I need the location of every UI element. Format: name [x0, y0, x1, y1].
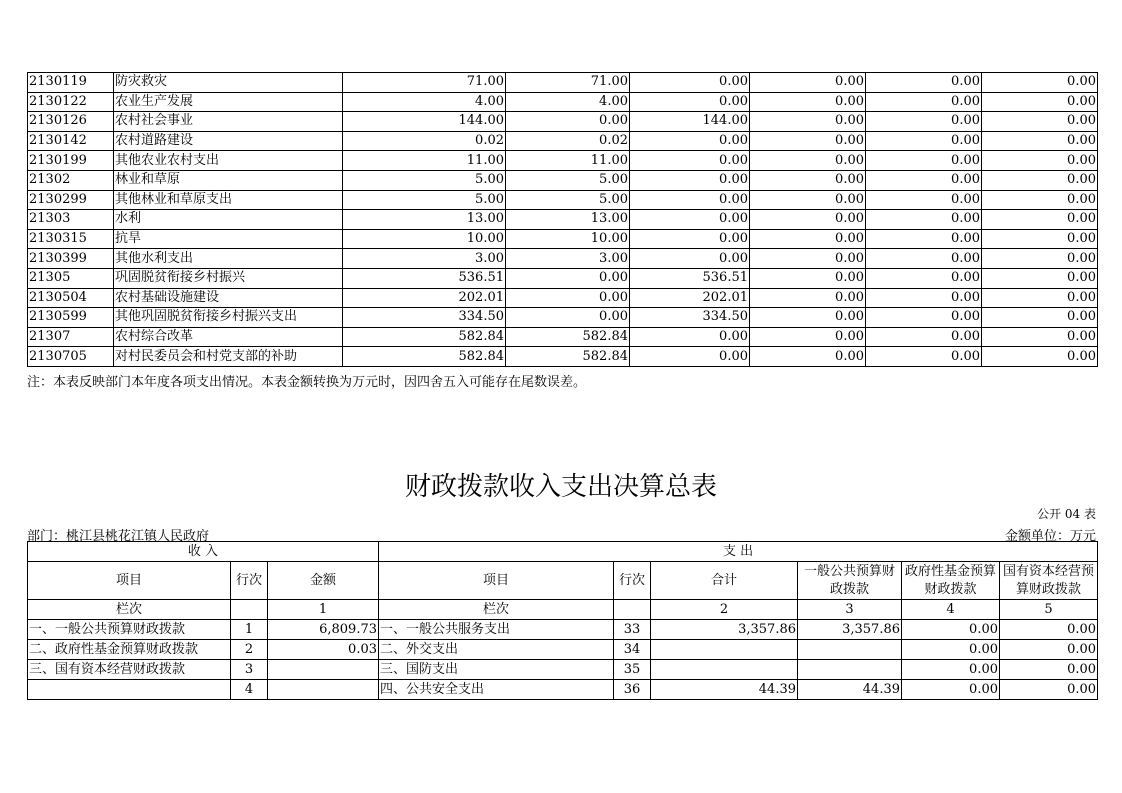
row-code: 2130504 — [28, 288, 114, 308]
row-name: 农村基础设施建设 — [114, 288, 343, 308]
income-item: 三、国有资本经营财政拨款 — [28, 660, 231, 680]
state-capital-amount: 0.00 — [1000, 640, 1098, 660]
row-total: 10.00 — [343, 229, 506, 249]
form-number: 公开 04 表 — [1037, 507, 1096, 521]
row-name: 抗旱 — [114, 229, 343, 249]
row-code: 21305 — [28, 268, 114, 288]
row-basic: 11.00 — [506, 151, 630, 171]
row-col5: 0.00 — [866, 112, 982, 132]
row-col5: 0.00 — [866, 73, 982, 93]
row-col6: 0.00 — [982, 73, 1098, 93]
row-basic: 3.00 — [506, 249, 630, 269]
row-col6: 0.00 — [982, 268, 1098, 288]
row-project: 0.00 — [630, 92, 750, 112]
row-total: 71.00 — [343, 73, 506, 93]
row-total: 4.00 — [343, 92, 506, 112]
row-project: 0.00 — [630, 327, 750, 347]
gov-fund-amount: 0.00 — [902, 680, 1000, 700]
row-code: 2130142 — [28, 131, 114, 151]
row-total: 3.00 — [343, 249, 506, 269]
row-col5: 0.00 — [866, 131, 982, 151]
row-col5: 0.00 — [866, 151, 982, 171]
row-project: 536.51 — [630, 268, 750, 288]
table-row — [28, 151, 1098, 171]
row-total: 0.02 — [343, 131, 506, 151]
row-col4: 0.00 — [750, 151, 866, 171]
gov-fund-amount: 0.00 — [902, 660, 1000, 680]
row-col4: 0.00 — [750, 327, 866, 347]
expense-col-5: 5 — [1000, 600, 1098, 620]
expense-col-empty — [614, 600, 651, 620]
general-budget-amount — [798, 660, 902, 680]
row-col6: 0.00 — [982, 249, 1098, 269]
row-col4: 0.00 — [750, 170, 866, 190]
row-basic: 0.00 — [506, 288, 630, 308]
row-col5: 0.00 — [866, 170, 982, 190]
state-capital-amount: 0.00 — [1000, 660, 1098, 680]
general-budget-amount — [798, 640, 902, 660]
row-code: 2130299 — [28, 190, 114, 210]
income-item-header: 项目 — [28, 562, 231, 600]
income-item: 二、政府性基金预算财政拨款 — [28, 640, 231, 660]
expense-total-header: 合计 — [651, 562, 798, 600]
expense-item: 三、国防支出 — [379, 660, 614, 680]
row-col6: 0.00 — [982, 170, 1098, 190]
row-project: 0.00 — [630, 210, 750, 230]
row-project: 0.00 — [630, 249, 750, 269]
expense-col-4: 4 — [902, 600, 1000, 620]
row-col6: 0.00 — [982, 229, 1098, 249]
row-col6: 0.00 — [982, 288, 1098, 308]
expense-total — [651, 660, 798, 680]
row-name: 农业生产发展 — [114, 92, 343, 112]
row-col4: 0.00 — [750, 347, 866, 367]
income-rowno-header: 行次 — [231, 562, 268, 600]
row-col6: 0.00 — [982, 151, 1098, 171]
income-amount — [268, 680, 379, 700]
row-col4: 0.00 — [750, 210, 866, 230]
state-capital-header: 国有资本经营预算财政拨款 — [1000, 562, 1098, 600]
general-budget-amount: 3,357.86 — [798, 620, 902, 640]
row-col5: 0.00 — [866, 308, 982, 328]
row-col6: 0.00 — [982, 131, 1098, 151]
row-total: 582.84 — [343, 327, 506, 347]
row-name: 林业和草原 — [114, 170, 343, 190]
row-col6: 0.00 — [982, 210, 1098, 230]
department-label: 部门：桃江县桃花江镇人民政府 — [27, 529, 210, 544]
income-amount: 0.03 — [268, 640, 379, 660]
row-project: 0.00 — [630, 131, 750, 151]
row-name: 其他巩固脱贫衔接乡村振兴支出 — [114, 308, 343, 328]
expense-item: 四、公共安全支出 — [379, 680, 614, 700]
expense-row-no: 33 — [614, 620, 651, 640]
row-project: 0.00 — [630, 170, 750, 190]
income-amount-header: 金额 — [268, 562, 379, 600]
general-budget-header: 一般公共预算财政拨款 — [798, 562, 902, 600]
row-project: 144.00 — [630, 112, 750, 132]
row-col4: 0.00 — [750, 268, 866, 288]
expense-total: 44.39 — [651, 680, 798, 700]
row-name: 农村社会事业 — [114, 112, 343, 132]
income-header: 收 入 — [28, 542, 379, 562]
row-code: 21302 — [28, 170, 114, 190]
row-col6: 0.00 — [982, 112, 1098, 132]
row-col4: 0.00 — [750, 73, 866, 93]
expense-col-2: 2 — [651, 600, 798, 620]
row-project: 0.00 — [630, 151, 750, 171]
row-name: 农村道路建设 — [114, 131, 343, 151]
row-basic: 0.02 — [506, 131, 630, 151]
row-basic: 13.00 — [506, 210, 630, 230]
income-item: 一、一般公共预算财政拨款 — [28, 620, 231, 640]
expense-detail-table — [27, 72, 1098, 367]
general-budget-amount: 44.39 — [798, 680, 902, 700]
row-basic: 0.00 — [506, 308, 630, 328]
row-code: 2130315 — [28, 229, 114, 249]
row-basic: 10.00 — [506, 229, 630, 249]
summary-body — [28, 620, 1098, 700]
row-project: 0.00 — [630, 190, 750, 210]
row-code: 2130122 — [28, 92, 114, 112]
row-col5: 0.00 — [866, 288, 982, 308]
row-basic: 4.00 — [506, 92, 630, 112]
expense-item: 一、一般公共服务支出 — [379, 620, 614, 640]
table-row — [28, 620, 1098, 640]
row-project: 0.00 — [630, 347, 750, 367]
unit-label: 金额单位：万元 — [1004, 529, 1096, 544]
income-item — [28, 680, 231, 700]
table-row — [28, 249, 1098, 269]
row-basic: 582.84 — [506, 347, 630, 367]
row-total: 5.00 — [343, 170, 506, 190]
row-col5: 0.00 — [866, 347, 982, 367]
row-col5: 0.00 — [866, 229, 982, 249]
expense-detail-body — [28, 73, 1098, 367]
row-code: 2130399 — [28, 249, 114, 269]
row-col6: 0.00 — [982, 327, 1098, 347]
expense-item: 二、外交支出 — [379, 640, 614, 660]
table-row — [28, 347, 1098, 367]
table-row — [28, 73, 1098, 93]
row-code: 2130119 — [28, 73, 114, 93]
row-project: 0.00 — [630, 73, 750, 93]
row-code: 21303 — [28, 210, 114, 230]
table-row — [28, 210, 1098, 230]
expense-total — [651, 640, 798, 660]
table-row — [28, 660, 1098, 680]
income-row-no: 3 — [231, 660, 268, 680]
row-basic: 582.84 — [506, 327, 630, 347]
table-row — [28, 308, 1098, 328]
row-code: 2130199 — [28, 151, 114, 171]
row-col4: 0.00 — [750, 92, 866, 112]
row-col5: 0.00 — [866, 210, 982, 230]
gov-fund-header: 政府性基金预算财政拨款 — [902, 562, 1000, 600]
row-col6: 0.00 — [982, 92, 1098, 112]
table-row — [28, 680, 1098, 700]
income-row-no: 1 — [231, 620, 268, 640]
row-col6: 0.00 — [982, 347, 1098, 367]
row-basic: 5.00 — [506, 170, 630, 190]
expense-rowno-header: 行次 — [614, 562, 651, 600]
table-row — [28, 92, 1098, 112]
table-row — [28, 268, 1098, 288]
row-col4: 0.00 — [750, 308, 866, 328]
row-col6: 0.00 — [982, 308, 1098, 328]
table-row — [28, 112, 1098, 132]
row-code: 2130126 — [28, 112, 114, 132]
expense-row-no: 36 — [614, 680, 651, 700]
row-total: 202.01 — [343, 288, 506, 308]
row-basic: 0.00 — [506, 112, 630, 132]
row-col5: 0.00 — [866, 327, 982, 347]
table-row — [28, 190, 1098, 210]
summary-header-row-1 — [28, 542, 1098, 562]
income-amount — [268, 660, 379, 680]
expense-col-label: 栏次 — [379, 600, 614, 620]
expense-row-no: 35 — [614, 660, 651, 680]
summary-col-index-row — [28, 600, 1098, 620]
gov-fund-amount: 0.00 — [902, 640, 1000, 660]
table-row — [28, 327, 1098, 347]
row-total: 5.00 — [343, 190, 506, 210]
row-code: 2130599 — [28, 308, 114, 328]
row-col4: 0.00 — [750, 288, 866, 308]
income-amount: 6,809.73 — [268, 620, 379, 640]
row-name: 水利 — [114, 210, 343, 230]
row-name: 巩固脱贫衔接乡村振兴 — [114, 268, 343, 288]
row-name: 防灾救灾 — [114, 73, 343, 93]
row-total: 11.00 — [343, 151, 506, 171]
row-total: 13.00 — [343, 210, 506, 230]
table-row — [28, 131, 1098, 151]
row-total: 582.84 — [343, 347, 506, 367]
row-total: 536.51 — [343, 268, 506, 288]
income-row-no: 2 — [231, 640, 268, 660]
row-name: 对村民委员会和村党支部的补助 — [114, 347, 343, 367]
page-title: 财政拨款收入支出决算总表 — [404, 472, 717, 502]
row-project: 334.50 — [630, 308, 750, 328]
summary-header-row-2 — [28, 562, 1098, 600]
row-basic: 0.00 — [506, 268, 630, 288]
row-total: 334.50 — [343, 308, 506, 328]
table-row — [28, 288, 1098, 308]
row-col4: 0.00 — [750, 131, 866, 151]
expense-col-3: 3 — [798, 600, 902, 620]
table-row — [28, 229, 1098, 249]
row-col5: 0.00 — [866, 190, 982, 210]
summary-table — [27, 541, 1098, 700]
income-col-label: 栏次 — [28, 600, 231, 620]
table-note: 注：本表反映部门本年度各项支出情况。本表金额转换为万元时，因四舍五入可能存在尾数误差。 — [27, 375, 587, 390]
row-col4: 0.00 — [750, 229, 866, 249]
expense-item-header: 项目 — [379, 562, 614, 600]
state-capital-amount: 0.00 — [1000, 680, 1098, 700]
row-basic: 71.00 — [506, 73, 630, 93]
row-col5: 0.00 — [866, 92, 982, 112]
row-code: 2130705 — [28, 347, 114, 367]
row-name: 其他林业和草原支出 — [114, 190, 343, 210]
row-name: 其他农业农村支出 — [114, 151, 343, 171]
row-col5: 0.00 — [866, 268, 982, 288]
table-row — [28, 640, 1098, 660]
row-total: 144.00 — [343, 112, 506, 132]
row-col5: 0.00 — [866, 249, 982, 269]
row-basic: 5.00 — [506, 190, 630, 210]
income-col-empty — [231, 600, 268, 620]
row-col4: 0.00 — [750, 190, 866, 210]
row-col6: 0.00 — [982, 190, 1098, 210]
row-project: 0.00 — [630, 229, 750, 249]
row-col4: 0.00 — [750, 112, 866, 132]
row-code: 21307 — [28, 327, 114, 347]
income-col-1: 1 — [268, 600, 379, 620]
row-project: 202.01 — [630, 288, 750, 308]
row-col4: 0.00 — [750, 249, 866, 269]
row-name: 其他水利支出 — [114, 249, 343, 269]
state-capital-amount: 0.00 — [1000, 620, 1098, 640]
income-row-no: 4 — [231, 680, 268, 700]
expense-total: 3,357.86 — [651, 620, 798, 640]
gov-fund-amount: 0.00 — [902, 620, 1000, 640]
table-row — [28, 170, 1098, 190]
expense-header: 支 出 — [379, 542, 1098, 562]
expense-row-no: 34 — [614, 640, 651, 660]
row-name: 农村综合改革 — [114, 327, 343, 347]
